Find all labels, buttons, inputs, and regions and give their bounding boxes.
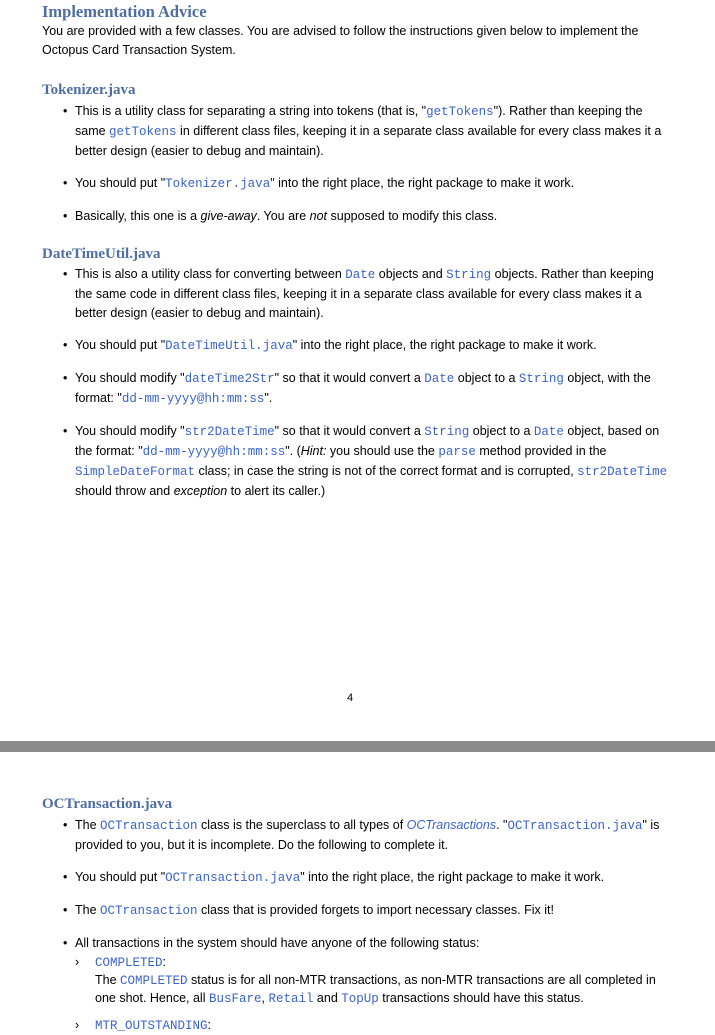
list-item: • All transactions in the system should have anyone of the following status: › COMPLETED: The COMPLETED status is for all non-MTR transactions, as non-MTR transactions are all completed in one shot. Hence, all BusFare, Retail and TopUp transactions should have this status. › MTR_OUTSTANDING: [63,934,668,1035]
list-item: • This is a utility class for separating a string into tokens (that is, "getTokens"). Rather than keeping the same getTokens in different class files, keeping it in a separate class available for every class makes it a better design (easier to debug and maintain). [63,102,668,161]
list-item: • Basically, this one is a give-away. You are not supposed to modify this class. [63,207,668,226]
page-separator [0,741,715,752]
list-item: • You should put "DateTimeUtil.java" into the right place, the right package to make it work. [63,336,668,356]
heading-tokenizer: Tokenizer.java [42,82,136,98]
status-description-completed: The COMPLETED status is for all non-MTR transactions, as non-MTR transactions are all completed in one shot. Hence, all BusFare, Retail and TopUp transactions should have this status. [95,973,656,1006]
list-item: • You should put "OCTransaction.java" into the right place, the right package to make it work. [63,868,668,888]
intro-paragraph: You are provided with a few classes. You are advised to follow the instructions given below to implement the Octopus Card Transaction System. [42,24,639,57]
tokenizer-list [63,102,668,226]
list-item: • The OCTransaction class that is provided forgets to import necessary classes. Fix it! [63,901,668,921]
octransaction-list [63,816,668,1035]
page-number: 4 [347,692,354,704]
datetimeutil-list [63,265,668,501]
list-item: • You should modify "dateTime2Str" so that it would convert a Date object to a String object, with the format: "dd-mm-yyyy@hh:mm:ss". [63,369,668,409]
list-item: • The OCTransaction class is the superclass to all types of OCTransactions. "OCTransaction.java" is provided to you, but it is incomplete. Do the following to complete it. [63,816,668,855]
document-page-5 [0,752,715,1033]
heading-datetimeutil: DateTimeUtil.java [42,246,161,262]
status-item-completed: › COMPLETED: [75,953,668,972]
heading-octransaction: OCTransaction.java [42,796,173,812]
status-item-mtr-outstanding: › MTR_OUTSTANDING: [75,1016,668,1035]
section-title-implementation-advice: Implementation Advice [42,2,207,21]
list-item: • This is also a utility class for converting between Date objects and String objects. Rather than keeping the same code in different class files, keeping it in a separate class available for every class makes it a better design (easier to debug and maintain). [63,265,668,323]
list-item: • You should modify "str2DateTime" so that it would convert a String object to a Date object, based on the format: "dd-mm-yyyy@hh:mm:ss". (Hint: you should use the parse method provided in the SimpleDateFormat class; in case the string is not of the correct format and is corrupted, str2DateTime should throw and exception to alert its caller.) [63,422,668,501]
list-item: • You should put "Tokenizer.java" into the right place, the right package to make it work. [63,174,668,194]
